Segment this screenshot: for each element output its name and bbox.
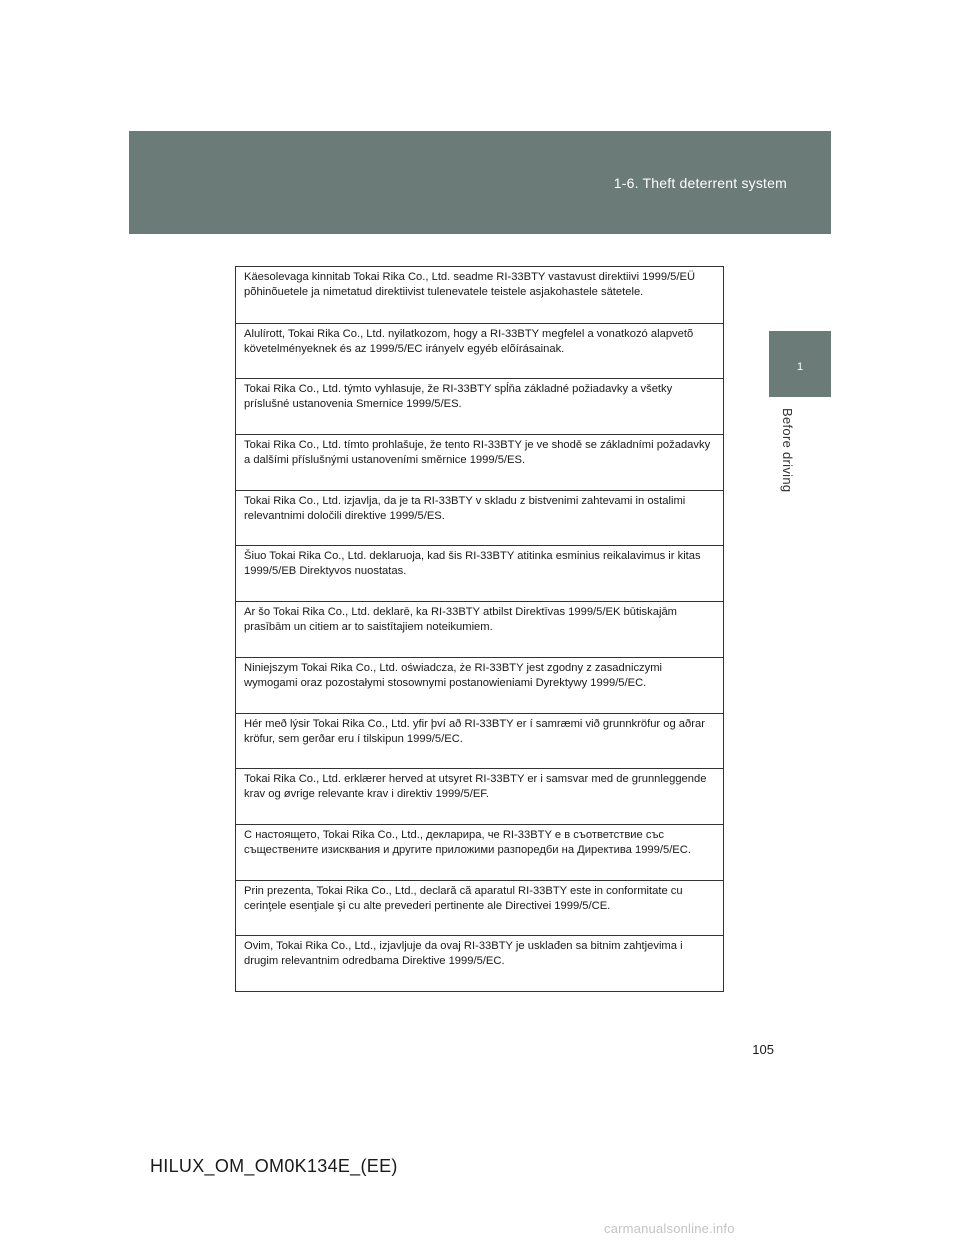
declaration-row-latvian: Ar šo Tokai Rika Co., Ltd. deklarē, ka RI-33BTY atbilst Direktīvas 1999/5/EK būtiskajām prasībām un citiem ar to saistītajiem noteikumiem.	[236, 601, 723, 657]
watermark-text: carmanualsonline.info	[604, 1221, 735, 1236]
declaration-row-polish: Niniejszym Tokai Rika Co., Ltd. oświadcza, że RI-33BTY jest zgodny z zasadniczymi wymogami oraz pozostałymi stosownymi postanowieniami Dyrektywy 1999/5/EC.	[236, 657, 723, 713]
declaration-row-czech: Tokai Rika Co., Ltd. tímto prohlašuje, že tento RI-33BTY je ve shodě se základními požadavky a dalšími příslušnými ustanoveními směrnice 1999/5/ES.	[236, 434, 723, 490]
chapter-label: Before driving	[780, 408, 795, 493]
declaration-row-bulgarian: С настоящето, Tokai Rika Co., Ltd., декларира, че RI-33BTY е в съответствие със съществените изисквания и другите приложими разпоредби на Директива 1999/5/EC.	[236, 824, 723, 880]
section-title: 1-6. Theft deterrent system	[613, 175, 787, 191]
declaration-row-icelandic: Hér með lýsir Tokai Rika Co., Ltd. yfir því að RI-33BTY er í samræmi við grunnkröfur og aðrar kröfur, sem gerðar eru í tilskipun 1999/5/EC.	[236, 713, 723, 769]
page-number: 105	[752, 1042, 774, 1057]
chapter-tab	[769, 331, 831, 397]
declaration-row-norwegian: Tokai Rika Co., Ltd. erklærer herved at utsyret RI-33BTY er i samsvar med de grunnleggende krav og øvrige relevante krav i direktiv 1999/5/EF.	[236, 768, 723, 824]
declaration-row-slovak: Tokai Rika Co., Ltd. týmto vyhlasuje, že RI-33BTY spĺňa základné požiadavky a všetky príslušné ustanovenia Smernice 1999/5/ES.	[236, 378, 723, 434]
declaration-row-romanian: Prin prezenta, Tokai Rika Co., Ltd., declară că aparatul RI-33BTY este in conformitate cu cerinţele esenţiale şi cu alte prevederi pertinente ale Directivei 1999/5/CE.	[236, 880, 723, 936]
declaration-row-hungarian: Alulírott, Tokai Rika Co., Ltd. nyilatkozom, hogy a RI-33BTY megfelel a vonatkozó alapvetõ követelményeknek és az 1999/5/EC irányelv egyéb elõírásainak.	[236, 323, 723, 379]
declaration-row-croatian: Ovim, Tokai Rika Co., Ltd., izjavljuje da ovaj RI-33BTY je usklađen sa bitnim zahtjevima i drugim relevantnim odredbama Direktive 1999/5/EC.	[236, 935, 723, 991]
document-code: HILUX_OM_OM0K134E_(EE)	[150, 1156, 398, 1176]
declaration-row-slovenian: Tokai Rika Co., Ltd. izjavlja, da je ta RI-33BTY v skladu z bistvenimi zahtevami in ostalimi relevantnimi določili direktive 1999/5/ES.	[236, 490, 723, 546]
declaration-row-lithuanian: Šiuo Tokai Rika Co., Ltd. deklaruoja, kad šis RI-33BTY atitinka esminius reikalavimus ir kitas 1999/5/EB Direktyvos nuostatas.	[236, 545, 723, 601]
declaration-table	[235, 266, 724, 992]
section-header-band	[129, 131, 831, 234]
declaration-row-estonian: Käesolevaga kinnitab Tokai Rika Co., Ltd. seadme RI-33BTY vastavust direktiivi 1999/5/EÜ põhinõuetele ja nimetatud direktiivist tulenevatele teistele asjakohastele sätetele.	[244, 271, 696, 298]
chapter-number: 1	[796, 361, 804, 373]
